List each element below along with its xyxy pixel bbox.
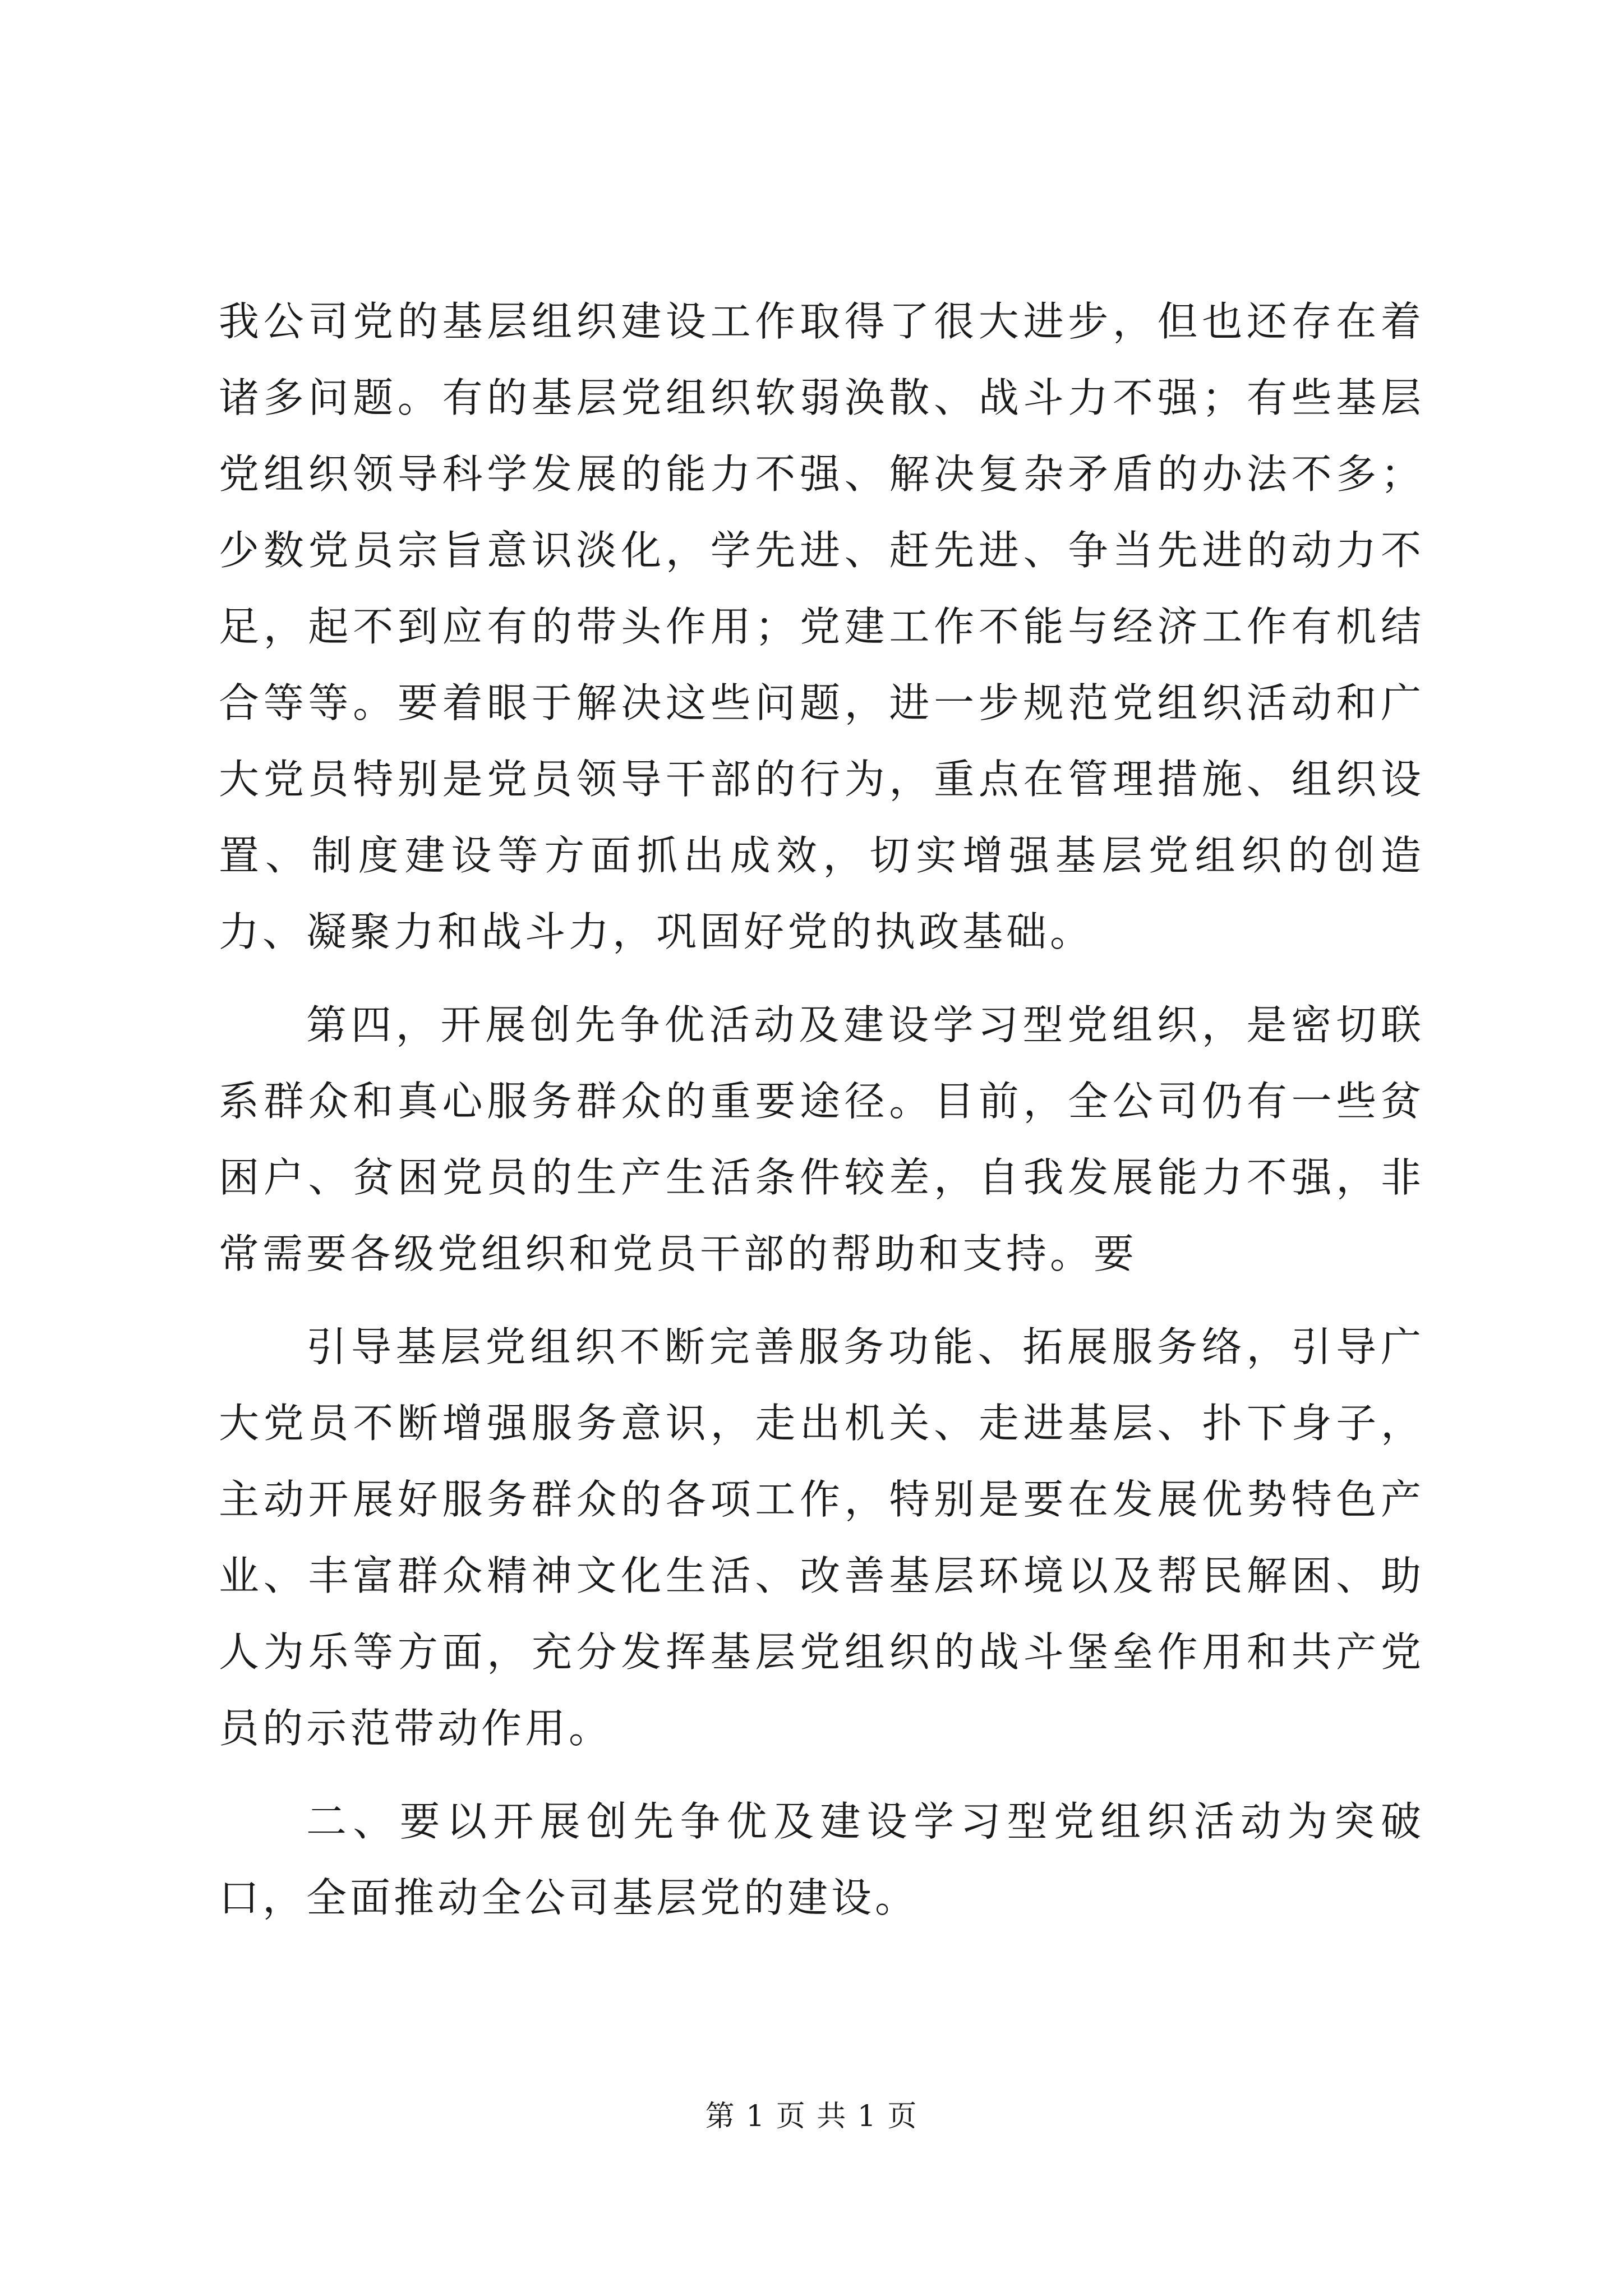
paragraph-1: 我公司党的基层组织建设工作取得了很大进步，但也还存在着诸多问题。有的基层党组织软弱涣散、战斗力不强；有些基层党组织领导科学发展的能力不强、解决复杂矛盾的办法不多；少数党员宗旨意识淡化，学先进、赶先进、争当先进的动力不足，起不到应有的带头作用；党建工作不能与经济工作有机结合等等。要着眼于解决这些问题，进一步规范党组织活动和广大党员特别是党员领导干部的行为，重点在管理措施、组织设置、制度建设等方面抓出成效，切实增强基层党组织的创造力、凝聚力和战斗力，巩固好党的执政基础。 [219,298,1424,955]
page-footer [0,2097,1623,2136]
paragraph-3: 引导基层党组织不断完善服务功能、拓展服务络，引导广大党员不断增强服务意识，走出机关、走进基层、扑下身子，主动开展好服务群众的各项工作，特别是要在发展优势特色产业、丰富群众精神文化生活、改善基层环境以及帮民解困、助人为乐等方面，充分发挥基层党组织的战斗堡垒作用和共产党员的示范带动作用。 [219,1323,1424,1752]
document-body [219,283,1424,1936]
page-number-label: 第 1 页 共 1 页 [705,2100,918,2133]
paragraph-2: 第四，开展创先争优活动及建设学习型党组织，是密切联系群众和真心服务群众的重要途径。目前，全公司仍有一些贫困户、贫困党员的生产生活条件较差，自我发展能力不强，非常需要各级党组织和党员干部的帮助和支持。要 [219,1001,1424,1277]
paragraph-4: 二、要以开展创先争优及建设学习型党组织活动为突破口，全面推动全公司基层党的建设。 [219,1798,1424,1921]
